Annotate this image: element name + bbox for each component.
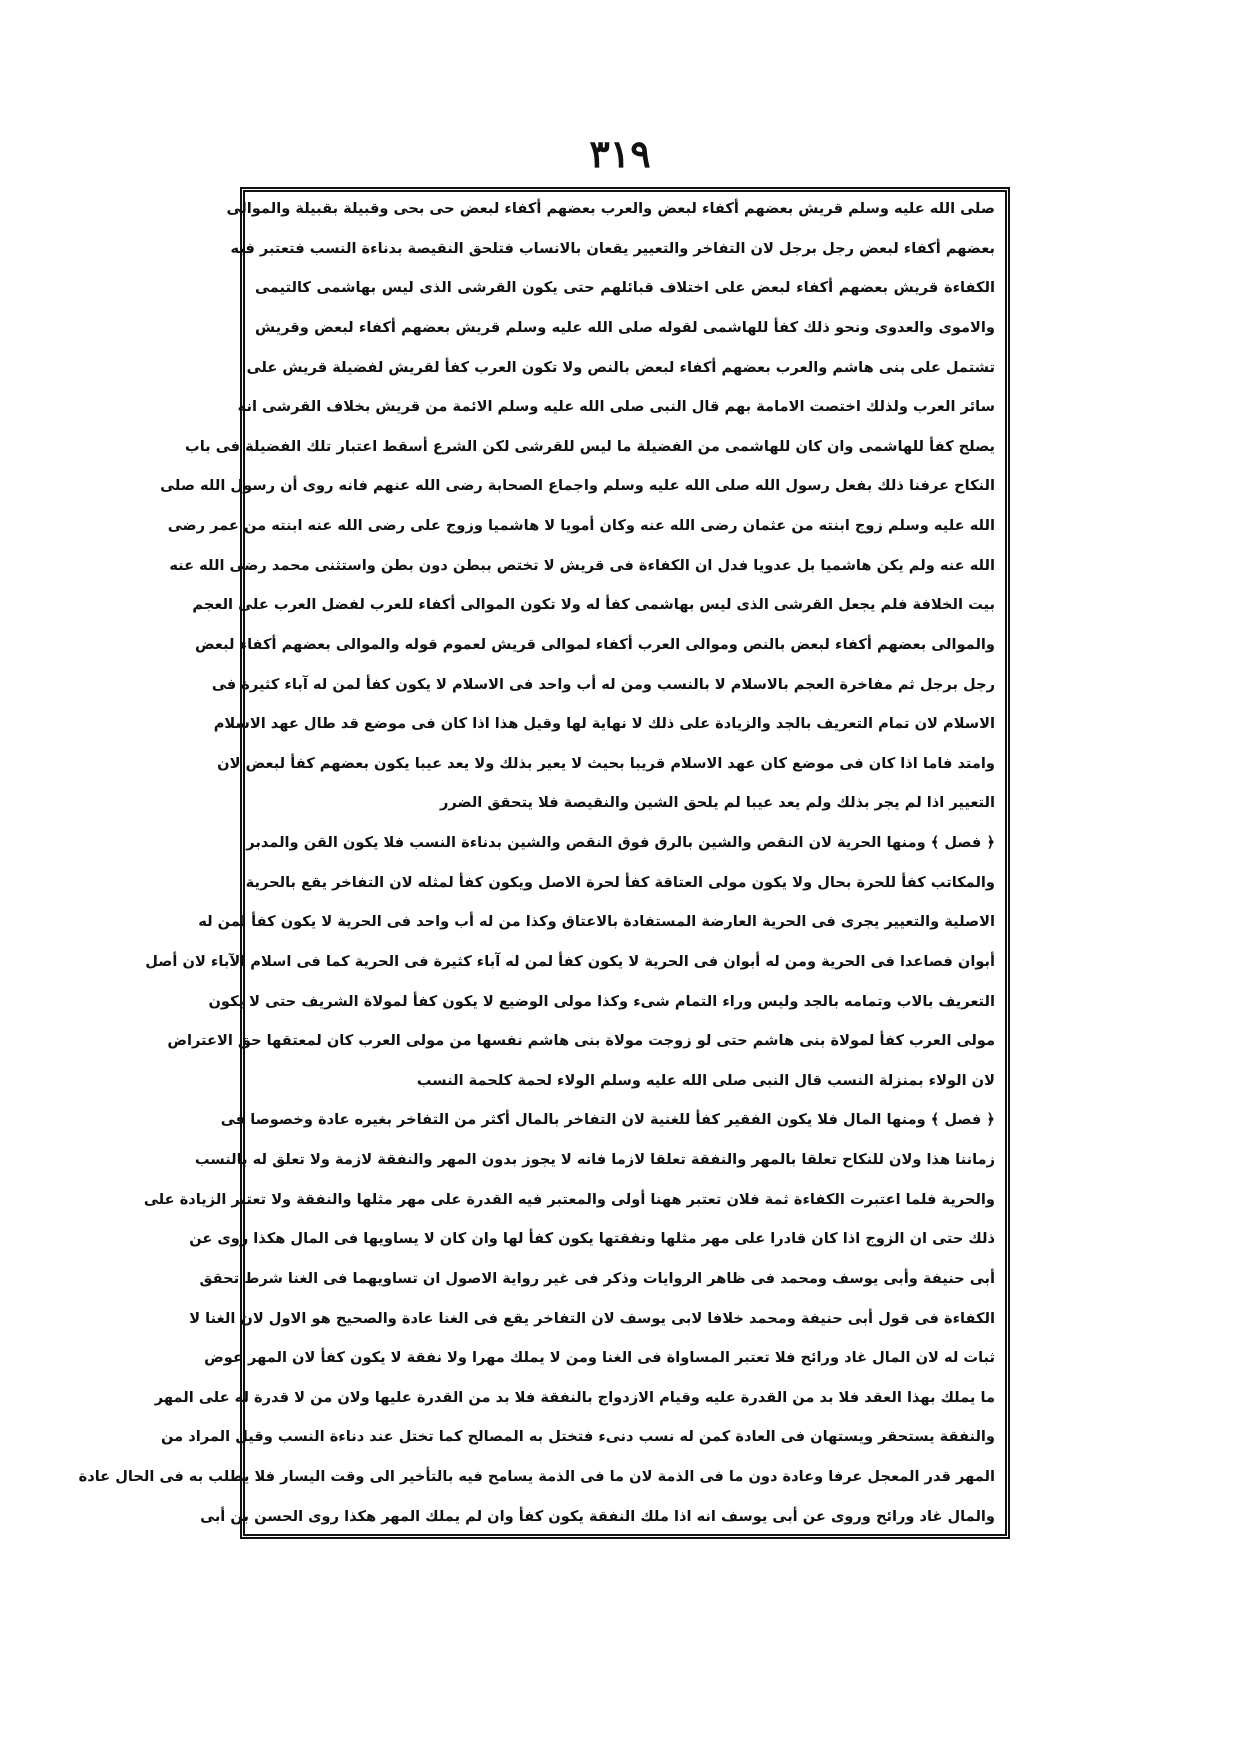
text-line: زماننا هذا ولان للنكاح تعلقا بالمهر والنفقة تعلقا لازما فانه لا يجوز بدون المهر والنفقة لازمة ولا تعلق له بالنسب bbox=[194, 1151, 995, 1168]
text-line: بيت الخلافة فلم يجعل القرشى الذى ليس بهاشمى كفأ له ولا تكون الموالى أكفاء للعرب لفضل العرب على العجم bbox=[192, 596, 995, 614]
text-line: والمال غاد ورائح وروى عن أبى يوسف انه اذا ملك النفقة يكون كفأ وان لم يملك المهر هكذا روى الحسن بن أبى bbox=[200, 1507, 995, 1525]
text-line: صلى الله عليه وسلم قريش بعضهم أكفاء لبعض والعرب بعضهم أكفاء لبعض حى بحى وقبيلة بقبيلة والموالى bbox=[226, 200, 995, 217]
text-line: تشتمل على بنى هاشم والعرب بعضهم أكفاء لبعض بالنص ولا تكون العرب كفأ لقريش لفضيلة قريش على bbox=[246, 358, 995, 376]
text-line: ثبات له لان المال غاد ورائح فلا تعتبر المساواة فى الغنا ومن لا يملك مهرا ولا نفقة لا يكون كفأ لان المهر عوض bbox=[204, 1349, 995, 1367]
text-line: والحرية فلما اعتبرت الكفاءة ثمة فلان تعتبر ههنا أولى والمعتبر فيه القدرة على مهر مثلها والنفقة ولا تعتبر الزيادة على bbox=[143, 1190, 995, 1208]
text-line: مولى العرب كفأ لمولاة بنى هاشم حتى لو زوجت مولاة بنى هاشم نفسها من مولى العرب كان لمعتقها حق الاعتراض bbox=[167, 1032, 995, 1050]
text-line: الله عليه وسلم زوج ابنته من عثمان رضى الله عنه وكان أمويا لا هاشميا وزوج على رضى الله عنه ابنته من عمر رضى bbox=[167, 517, 995, 534]
text-line: ذلك حتى ان الزوج اذا كان قادرا على مهر مثلها ونفقتها يكون كفأ لها وان كان لا يساويها فى المال هكذا روى عن bbox=[189, 1230, 995, 1248]
text-line: والاموى والعدوى ونحو ذلك كفأ للهاشمى لقوله صلى الله عليه وسلم قريش بعضهم أكفاء لبعض وقريش bbox=[255, 318, 995, 336]
text-line: سائر العرب ولذلك اختصت الامامة بهم قال النبى صلى الله عليه وسلم الائمة من قريش بخلاف القرشى انه bbox=[237, 398, 995, 416]
text-line: ﴿ فصل ﴾ ومنها المال فلا يكون الفقير كفأ للغنية لان التفاخر بالمال أكثر من التفاخر بغيره عادة وخصوصا فى bbox=[220, 1111, 995, 1129]
text-line: الاسلام لان تمام التعريف بالجد والزيادة على ذلك لا نهاية لها وقيل هذا اذا كان فى موضع قد طال عهد الاسلام bbox=[213, 715, 995, 733]
text-line: وامتد فاما اذا كان فى موضع كان عهد الاسلام قريبا بحيث لا يعير بذلك ولا يعد عيبا يكون بعضهم كفأ لبعض لان bbox=[217, 754, 995, 772]
text-line: الاصلية والتعيير يجرى فى الحرية العارضة المستفادة بالاعتاق وكذا من له أب واحد فى الحرية لا يكون كفأ لمن له bbox=[198, 913, 995, 931]
text-line: يصلح كفأ للهاشمى وان كان للهاشمى من الفضيلة ما ليس للقرشى لكن الشرع أسقط اعتبار تلك الفضيلة فى باب bbox=[185, 437, 995, 455]
text-line: والمكاتب كفأ للحرة بحال ولا يكون مولى العتاقة كفأ لحرة الاصل ويكون كفأ لمثله لان التفاخر يقع بالحرية bbox=[245, 873, 995, 891]
text-line: أبوان فصاعدا فى الحرية ومن له أبوان فى الحرية لا يكون كفأ لمن له آباء كثيرة فى الحرية كما فى اسلام الآباء لان أصل bbox=[145, 952, 995, 970]
text-line: والموالى بعضهم أكفاء لبعض بالنص وموالى العرب أكفاء لموالى قريش لعموم قوله والموالى بعضهم أكفاء لبعض bbox=[194, 635, 995, 653]
text-line: المهر قدر المعجل عرفا وعادة دون ما فى الذمة لان ما فى الذمة يسامح فيه بالتأخير الى وقت اليسار فلا يطلب به فى الحال عادة bbox=[78, 1468, 995, 1485]
text-line: ما يملك بهذا العقد فلا بد من القدرة عليه وقيام الازدواج بالنفقة فلا بد من القدرة عليها ولان من لا قدرة له على المهر bbox=[154, 1388, 995, 1406]
text-line: لان الولاء بمنزلة النسب قال النبى صلى الله عليه وسلم الولاء لحمة كلحمة النسب bbox=[416, 1071, 995, 1089]
text-line: والنفقة يستحقر ويستهان فى العادة كمن له نسب دنىء فتختل به المصالح كما تختل عند دناءة النسب وقيل المراد من bbox=[161, 1428, 995, 1446]
text-line: ﴿ فصل ﴾ ومنها الحرية لان النقص والشين بالرق فوق النقص والشين بدناءة النسب فلا يكون القن والمدبر bbox=[246, 834, 995, 851]
text-line: بعضهم أكفاء لبعض رجل برجل لان التفاخر والتعيير يقعان بالانساب فتلحق النقيصة بدناءة النسب فتعتبر فيه bbox=[230, 239, 995, 257]
page-number: ٣١٩ bbox=[589, 131, 651, 176]
text-line: رجل برجل ثم مفاخرة العجم بالاسلام لا بالنسب ومن له أب واحد فى الاسلام لا يكون كفأ لمن له آباء كثيرة فى bbox=[211, 675, 995, 693]
text-line: التعريف بالاب وتمامه بالجد وليس وراء التمام شىء وكذا مولى الوضيع لا يكون كفأ لمولاة الشريف حتى لا يكون bbox=[208, 992, 995, 1010]
text-line: الكفاءة قريش بعضهم أكفاء لبعض على اختلاف قبائلهم حتى يكون القرشى الذى ليس بهاشمى كالتيمى bbox=[255, 279, 995, 297]
text-line: أبى حنيفة وأبى يوسف ومحمد فى ظاهر الروايات وذكر فى غير رواية الاصول ان تساويهما فى الغنا شرط تحقق bbox=[199, 1269, 995, 1287]
text-line: الله عنه ولم يكن هاشميا بل عدويا فدل ان الكفاءة فى قريش لا تختص ببطن دون بطن واستثنى محمد رضى الله عنه bbox=[169, 556, 995, 574]
text-line: التعيير اذا لم يجر بذلك ولم يعد عيبا لم يلحق الشين والنقيصة فلا يتحقق الضرر bbox=[439, 794, 995, 812]
text-frame bbox=[78, 187, 1010, 1539]
text-line: الكفاءة فى قول أبى حنيفة ومحمد خلافا لابى يوسف لان التفاخر يقع فى الغنا عادة والصحيح هو الاول لان الغنا لا bbox=[189, 1309, 995, 1327]
text-line: النكاح عرفنا ذلك بفعل رسول الله صلى الله عليه وسلم واجماع الصحابة رضى الله عنهم فانه روى أن رسول الله صلى bbox=[160, 477, 995, 495]
body-text bbox=[78, 198, 995, 1528]
